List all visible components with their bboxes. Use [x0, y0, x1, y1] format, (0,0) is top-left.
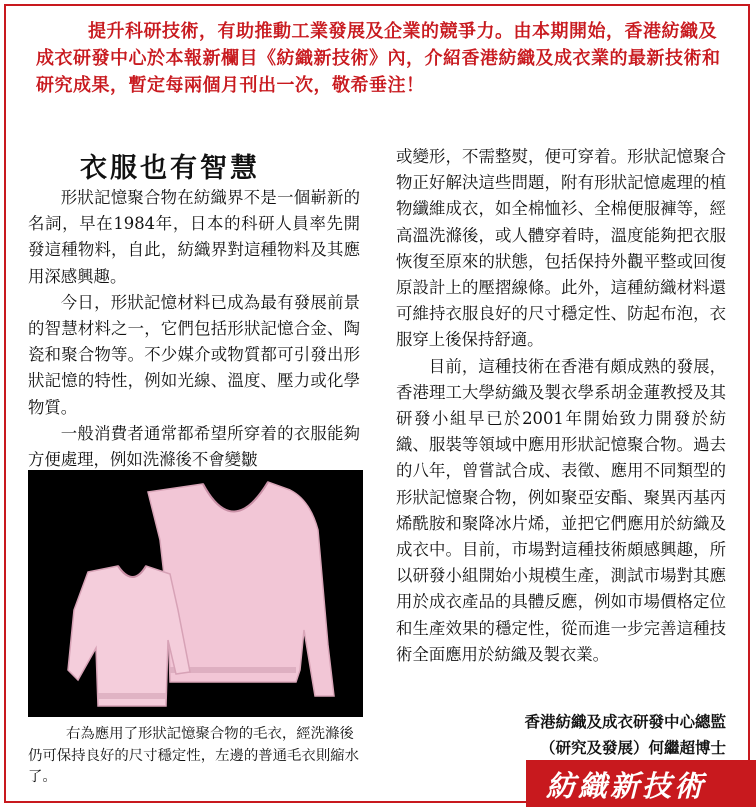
sweater-photo	[28, 470, 363, 717]
article-paragraph: 或變形，不需整熨，便可穿着。形狀記憶聚合物正好解決這些問題，附有形狀記憶處理的植物纖維成衣，如全棉恤衫、全棉便服褲等，經高溫洗滌後，或人體穿着時，溫度能夠把衣服恢復至原來的狀態，包括保持外觀平整或回復原設計上的壓摺線條。此外，這種紡織材料還可維持衣服良好的尺寸穩定性、防起布泡，衣服穿上後保持舒適。	[396, 147, 726, 350]
article-paragraph: 一般消費者通常都希望所穿着的衣服能夠方便處理，例如洗滌後不會變皺	[28, 423, 360, 470]
intro-notice: 提升科研技術，有助推動工業發展及企業的競爭力。由本期開始，香港紡織及成衣研發中心於本報新欄目《紡織新技術》內，介紹香港紡織及成衣業的最新技術和研究成果，暫定每兩個月刊出一次，敬希垂注！	[36, 21, 721, 96]
sweater-illustration	[28, 470, 363, 717]
article-title: 衣服也有智慧	[80, 153, 260, 184]
column-banner-label: 紡織新技術	[546, 769, 707, 803]
article-right-column	[396, 144, 726, 668]
photo-caption: 右為應用了形狀記憶聚合物的毛衣，經洗滌後仍可保持良好的尺寸穩定性，左邊的普通毛衣則縮水了。	[28, 726, 359, 785]
author-title: 香港紡織及成衣研發中心總監	[524, 713, 726, 731]
article-paragraph: 形狀記憶聚合物在紡織界不是一個嶄新的名詞，早在1984年，日本的科研人員率先開發這種物料，自此，紡織界對這種物料及其應用深感興趣。	[28, 188, 360, 286]
article-paragraph: 今日，形狀記憶材料已成為最有發展前景的智慧材料之一，它們包括形狀記憶合金、陶瓷和聚合物等。不少媒介或物質都可引發出形狀記憶的特性，例如光線、溫度、壓力或化學物質。	[28, 292, 360, 417]
article-paragraph: 目前，這種技術在香港有頗成熟的發展，香港理工大學紡織及製衣學系胡金蓮教授及其研發小組早已於2001年開始致力開發於紡織、服裝等領域中應用形狀記憶聚合物。過去的八年，曾嘗試合成、表徵、應用不同類型的形狀記憶聚合物，例如聚亞安酯、聚異丙基丙烯酰胺和聚降冰片烯，並把它們應用於紡織及成衣中。目前，市場對這種技術頗感興趣，所以研發小組開始小規模生產，測試市場對其應用於成衣產品的具體反應，例如市場價格定位和生產效果的穩定性，從而進一步完善這種技術全面應用於紡織及製衣業。	[396, 356, 726, 664]
article-left-column	[28, 185, 360, 473]
author-name: （研究及發展）何繼超博士	[539, 739, 726, 757]
